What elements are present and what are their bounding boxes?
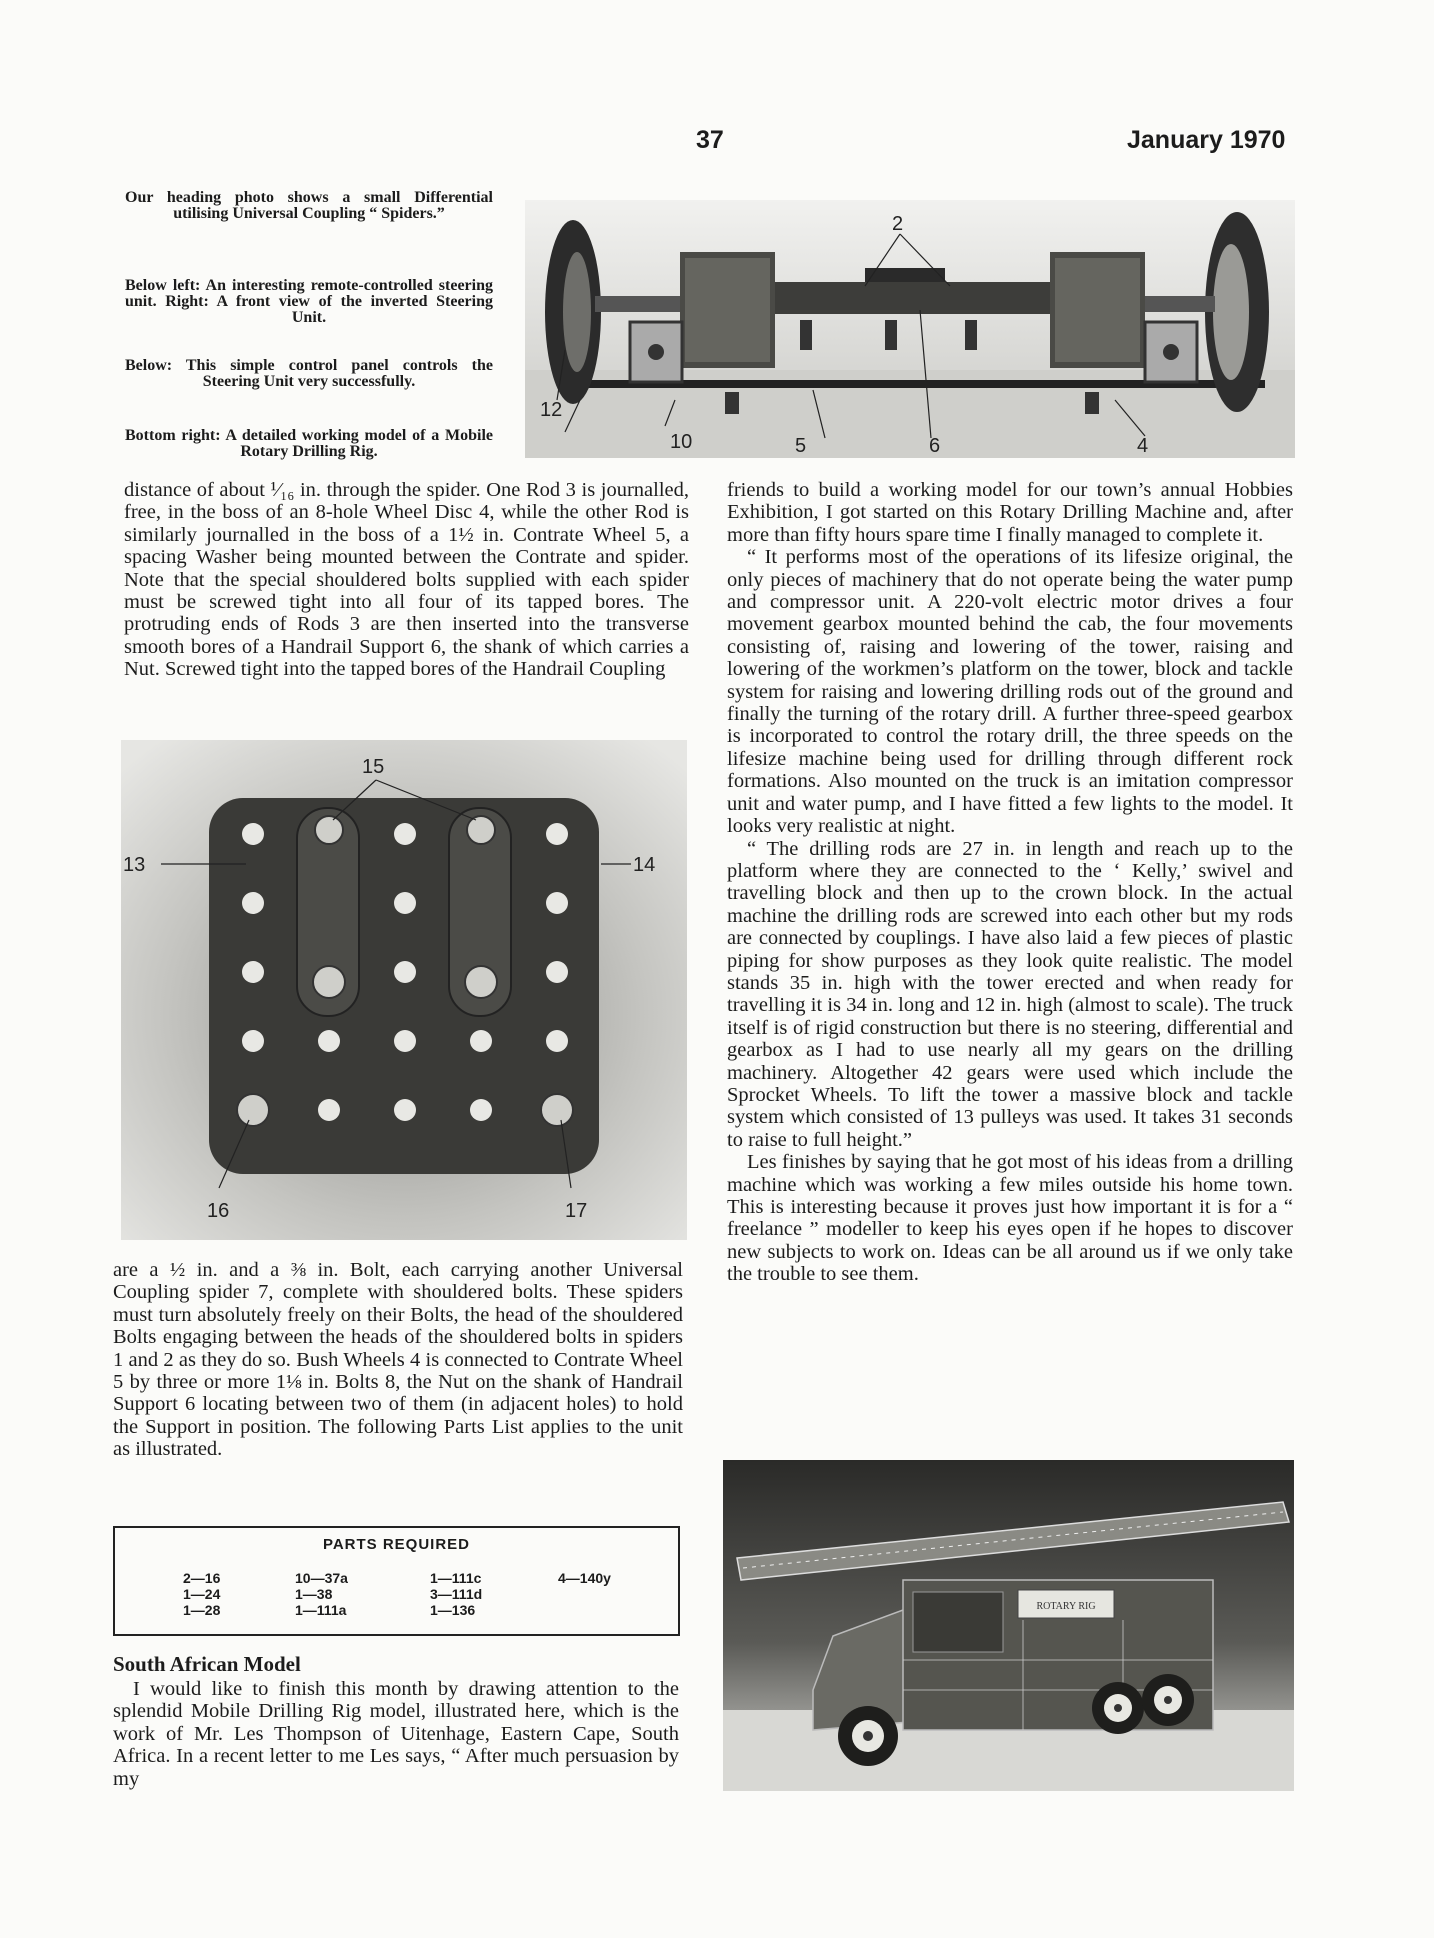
left-column-continued — [113, 1259, 683, 1461]
label-15: 15 — [362, 756, 385, 778]
issue-date: January 1970 — [1127, 126, 1286, 154]
left-para-2: are a ½ in. and a ⅜ in. Bolt, each carrying another Universal Coupling spider 7, complete with shouldered bolts. These spiders must turn absolutely freely on their Bolts, the head of the shouldered Bolts engaging between the heads of the shouldered bolts in spiders 1 and 2 as they do so. Bush Wheels 4 is connected to Contrate Wheel 5 by three or more 1⅛ in. Bolts 8, the Nut on the shank of Handrail Support 6 locating between two of them (in adjacent holes) to hold the Support in position. The following Parts List applies to the unit as illustrated. — [113, 1259, 683, 1461]
caption-control-panel: Below: This simple control panel controls the Steering Unit very successfully. — [125, 357, 493, 390]
part-entry: 2—16 — [183, 1570, 221, 1586]
label-17: 17 — [565, 1200, 588, 1222]
label-4: 4 — [1137, 435, 1149, 457]
parts-column-2 — [295, 1570, 348, 1618]
right-para-1: friends to build a working model for our town’s annual Hobbies Exhibition, I got started on this Rotary Drilling Machine and, after more than fifty hours spare time I finally managed to complete it. — [727, 479, 1293, 546]
right-para-3: “ The drilling rods are 27 in. in length and reach up to the platform where they are connected to the ‘ Kelly,’ swivel and travelling block and then up to the crown block. In the actual machine the drilling rods are screwed into each other but my rods are connected by couplings. I have also laid a few pieces of plastic piping for show purposes as they look quite realistic. The model stands 35 in. high with the tower erected and when ready for travelling it is 34 in. long and 12 in. high (almost to scale). The truck itself is of rigid construction but there is no steering, differential and gearbox as I had to use nearly all my gears on the drilling machinery. Altogether 42 gears were used which include the Sprocket Wheels. To lift the tower a massive block and tackle system which consisted of 13 pulleys was used. It takes 31 seconds to raise to full height.” — [727, 837, 1293, 1151]
left-para-1: distance of about ¹⁄₁₆ in. through the spider. One Rod 3 is journalled, free, in the boss of an 8-hole Wheel Disc 4, while the other Rod is similarly journalled in the boss of a 1½ in. Contrate Wheel 5, a spacing Washer being mounted between the Contrate and spider. Note that the special shouldered bolts supplied with each spider must be screwed tight into all four of its tapped bores. The protruding ends of Rods 3 are then inserted into the transverse smooth bores of a Handrail Support 6, the shank of which carries a Nut. Screwed tight into the tapped bores of the Handrail Coupling — [124, 479, 689, 681]
label-13: 13 — [123, 854, 146, 876]
section-heading: South African Model — [113, 1652, 301, 1676]
drilling-rig-photo — [723, 1460, 1294, 1791]
left-column-final — [113, 1678, 679, 1790]
parts-column-4 — [558, 1570, 611, 1586]
left-para-3: I would like to finish this month by drawing attention to the splendid Mobile Drilling Rig model, illustrated here, which is the work of Mr. Les Thompson of Uitenhage, Eastern Cape, South Africa. In a recent letter to me Les says, “ After much persuasion by my — [113, 1678, 679, 1790]
label-12: 12 — [540, 399, 563, 421]
part-entry: 1—111c — [430, 1570, 482, 1586]
caption-drilling-rig: Bottom right: A detailed working model of a Mobile Rotary Drilling Rig. — [125, 427, 493, 460]
part-entry: 1—38 — [295, 1586, 333, 1602]
label-2: 2 — [892, 213, 904, 235]
control-panel-photo — [121, 740, 687, 1240]
caption-steering-unit: Below left: An interesting remote-controlled steering unit. Right: A front view of the inverted Steering Unit. — [125, 277, 493, 326]
caption-heading-photo: Our heading photo shows a small Differential utilising Universal Coupling “ Spiders.” — [125, 189, 493, 222]
right-para-2: “ It performs most of the operations of its lifesize original, the only pieces of machinery that do not operate being the water pump and compressor unit. A 220-volt electric motor drives a four movement gearbox mounted behind the cab, the four movements consisting of, raising and lowering of the tower, raising and lowering of the workmen’s platform on the tower, block and tackle system for raising and lowering drilling rods out of the ground and finally the turning of the rotary drill. A further three-speed gearbox is incorporated to control the rotary drill, the three speeds on the lifesize machine being used for drilling through different rock formations. Also mounted on the truck is an imitation compressor unit and water pump, and I have fitted a few lights to the model. It looks very realistic at night. — [727, 546, 1293, 838]
part-entry: 1—111a — [295, 1602, 347, 1618]
label-16: 16 — [207, 1200, 230, 1222]
part-entry: 3—111d — [430, 1586, 483, 1602]
parts-required-title: PARTS REQUIRED — [322, 1536, 471, 1553]
part-entry: 10—37a — [295, 1570, 348, 1586]
right-column — [727, 479, 1293, 1286]
steering-unit-photo — [525, 200, 1295, 458]
label-5: 5 — [795, 435, 807, 457]
rig-nameplate: ROTARY RIG — [1036, 1601, 1096, 1612]
label-6: 6 — [929, 435, 941, 457]
page-number: 37 — [696, 126, 724, 154]
part-entry: 1—136 — [430, 1602, 476, 1618]
right-para-4: Les finishes by saying that he got most of his ideas from a drilling machine which was working a few miles outside his home town. This is interesting because it proves just how important it is for a “ freelance ” modeller to keep his eyes open if he hopes to discover new subjects to work on. Ideas can be all around us if we only take the trouble to see them. — [727, 1151, 1293, 1286]
label-14: 14 — [633, 854, 656, 876]
part-entry: 4—140y — [558, 1570, 611, 1586]
parts-required-table — [113, 1526, 680, 1636]
left-column-intro — [124, 479, 689, 681]
parts-column-1 — [183, 1570, 220, 1618]
part-entry: 1—24 — [183, 1586, 221, 1602]
label-10: 10 — [670, 431, 693, 453]
parts-column-3 — [430, 1570, 482, 1618]
part-entry: 1—28 — [183, 1602, 221, 1618]
